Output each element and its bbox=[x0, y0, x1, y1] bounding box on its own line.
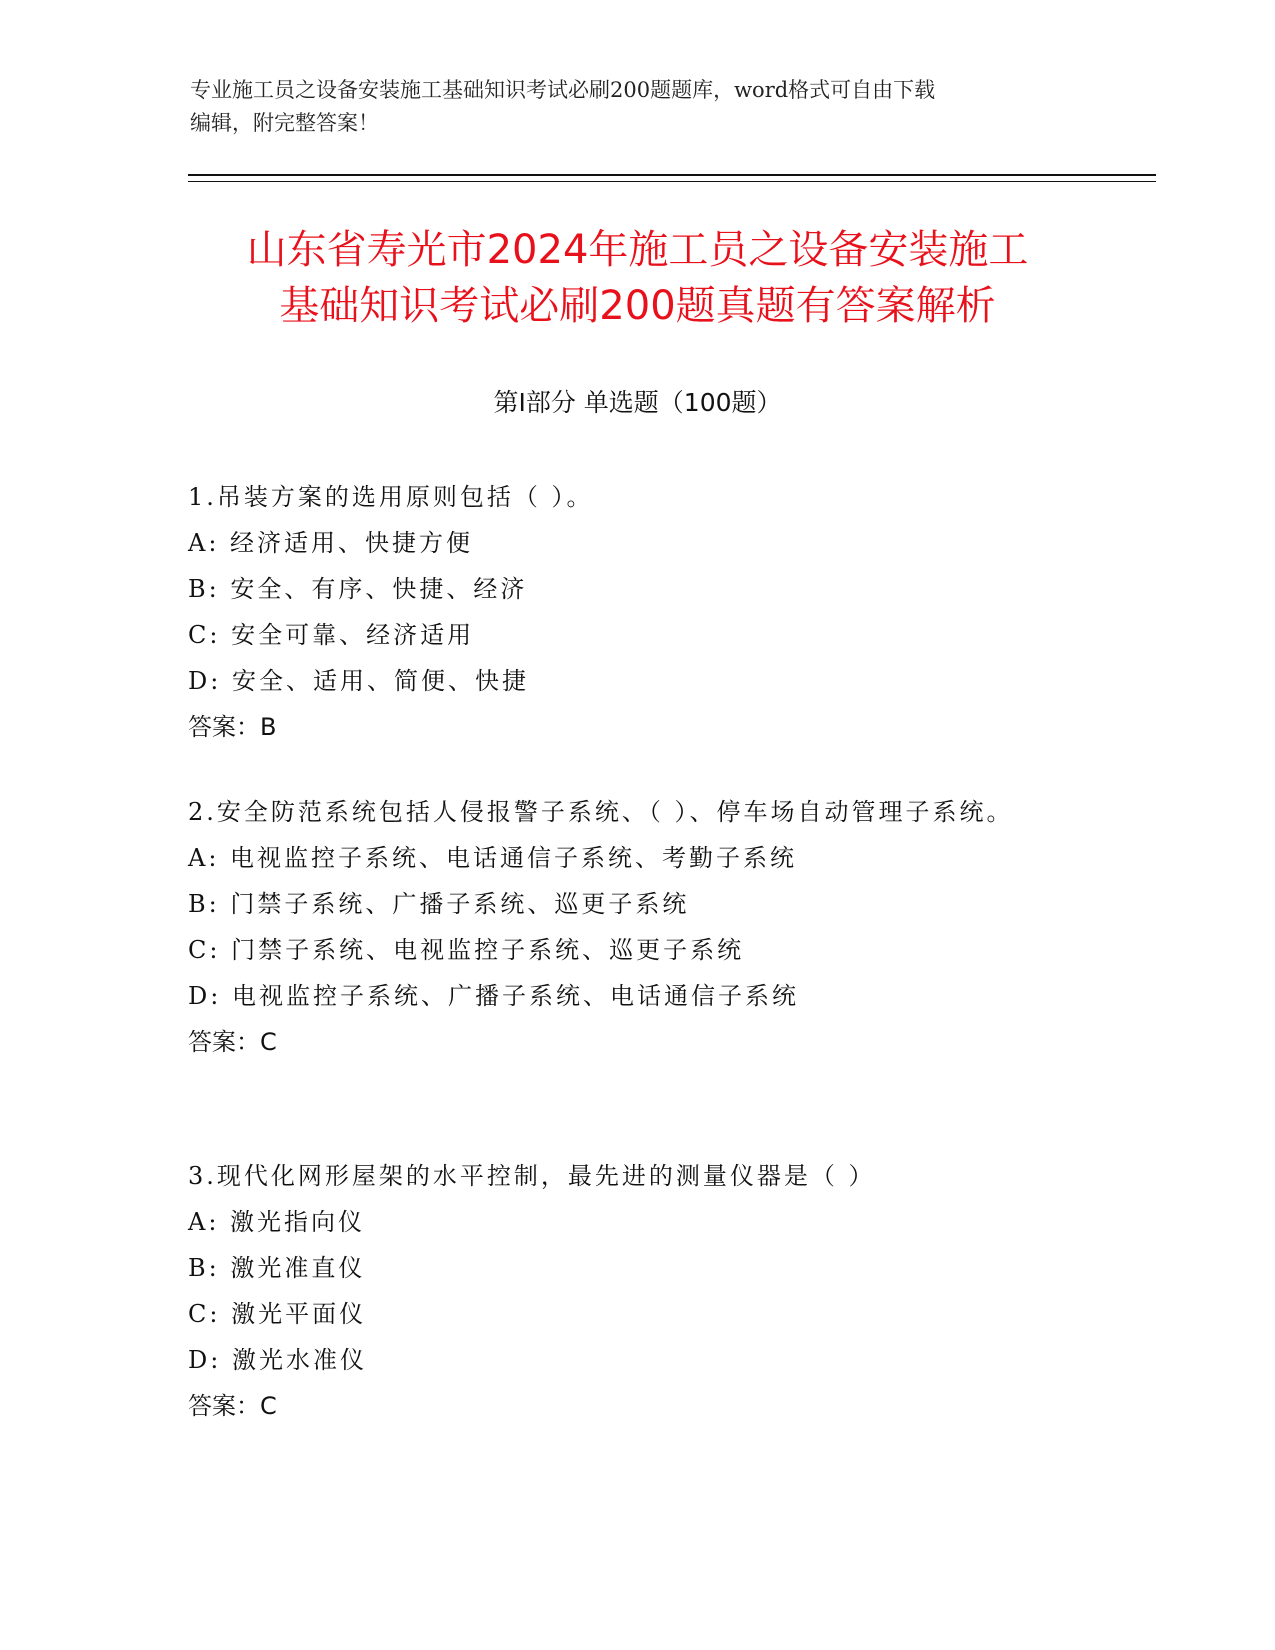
answer: 答案：C bbox=[188, 1028, 277, 1056]
question-stem: 2.安全防范系统包括人侵报警子系统、（ ）、停车场自动管理子系统。 bbox=[188, 798, 1014, 826]
option-d: D: 电视监控子系统、广播子系统、电话通信子系统 bbox=[188, 982, 799, 1010]
header-note-line1: 专业施工员之设备安装施工基础知识考试必刷200题题库，word格式可自由下载 bbox=[190, 78, 936, 102]
header-divider-thick bbox=[188, 174, 1156, 176]
option-d: D: 激光水准仪 bbox=[188, 1346, 367, 1374]
header-note bbox=[190, 74, 1090, 140]
option-c: C: 激光平面仪 bbox=[188, 1300, 367, 1328]
answer: 答案：C bbox=[188, 1392, 277, 1420]
option-c: C: 安全可靠、经济适用 bbox=[188, 621, 475, 649]
document-title-line2: 基础知识考试必刷200题真题有答案解析 bbox=[279, 283, 996, 329]
document-title bbox=[150, 222, 1125, 334]
option-a: A: 经济适用、快捷方便 bbox=[188, 529, 474, 557]
option-b: B: 门禁子系统、广播子系统、巡更子系统 bbox=[188, 890, 690, 918]
answer: 答案：B bbox=[188, 713, 277, 741]
option-a: A: 电视监控子系统、电话通信子系统、考勤子系统 bbox=[188, 844, 798, 872]
question-2 bbox=[188, 789, 1088, 1065]
option-c: C: 门禁子系统、电视监控子系统、巡更子系统 bbox=[188, 936, 745, 964]
option-a: A: 激光指向仪 bbox=[188, 1208, 366, 1236]
document-title-line1: 山东省寿光市2024年施工员之设备安装施工 bbox=[246, 227, 1029, 273]
question-stem: 3.现代化网形屋架的水平控制，最先进的测量仪器是（ ） bbox=[188, 1162, 876, 1190]
option-d: D: 安全、适用、简便、快捷 bbox=[188, 667, 529, 695]
option-b: B: 激光准直仪 bbox=[188, 1254, 366, 1282]
header-note-line2: 编辑，附完整答案！ bbox=[190, 111, 379, 135]
section-title: 第Ⅰ部分 单选题（100题） bbox=[493, 388, 782, 417]
question-1 bbox=[188, 474, 1088, 750]
question-stem: 1.吊装方案的选用原则包括（ ）。 bbox=[188, 483, 594, 511]
header-divider-thin bbox=[188, 181, 1156, 182]
question-3 bbox=[188, 1153, 1088, 1429]
option-b: B: 安全、有序、快捷、经济 bbox=[188, 575, 528, 603]
